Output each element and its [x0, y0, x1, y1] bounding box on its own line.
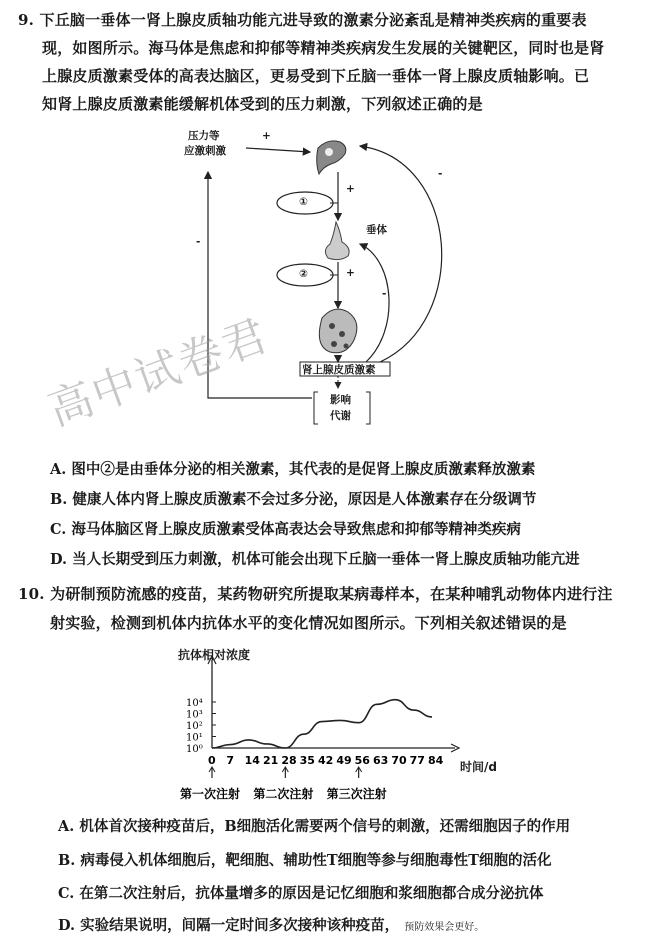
- diagram-hormone-label: 肾上腺皮质激素: [302, 364, 376, 376]
- option-text: 病毒侵入机体细胞后，靶细胞、辅助性T细胞等参与细胞毒性T细胞的活化: [80, 852, 552, 869]
- q9-stem-text-1: 下丘脑一垂体一肾上腺皮质轴功能亢进导致的激素分泌紊乱是精神类疾病的重要表: [39, 11, 587, 29]
- chart-x-tick-label: 0: [208, 754, 216, 767]
- option-label: B.: [58, 852, 76, 869]
- chart-xlabel: 时间/d: [460, 760, 497, 774]
- diagram-stimulus-label-2: 应激刺激: [184, 145, 226, 157]
- q10-option-c[interactable]: [58, 884, 543, 904]
- diagram-plus-stimulus: +: [262, 130, 271, 142]
- diagram-pituitary-label: 垂体: [366, 224, 387, 236]
- chart-x-tick-label: 70: [391, 754, 407, 767]
- q10-option-a[interactable]: [58, 817, 570, 837]
- injection-label: 第一次注射: [180, 787, 241, 801]
- option-label: A.: [58, 818, 75, 835]
- chart-x-tick-label: 14: [244, 754, 260, 767]
- watermark: 高中试卷君: [41, 309, 276, 437]
- diagram-plus-1: +: [346, 183, 355, 195]
- diagram-minus-right-inner: -: [382, 288, 387, 300]
- chart-x-tick-label: 42: [318, 754, 334, 767]
- option-label: B.: [50, 491, 68, 508]
- option-label: D.: [50, 551, 68, 568]
- chart-y-tick-label: 10²: [186, 721, 203, 732]
- chart-x-tick-label: 35: [299, 754, 315, 767]
- chart-ylabel: 抗体相对浓度: [178, 648, 251, 662]
- chart-x-tick-label: 77: [409, 754, 425, 767]
- chart-x-tick-label: 7: [226, 754, 234, 767]
- option-text-tail: 预防效果会更好。: [404, 922, 485, 933]
- option-label: C.: [58, 885, 75, 902]
- diagram-stimulus-label-1: 压力等: [188, 130, 220, 142]
- diagram-minus-left: -: [196, 236, 201, 248]
- q10-stem-text-1: 为研制预防流感的疫苗，某药物研究所提取某病毒样本，在某种哺乳动物体内进行注: [50, 585, 613, 603]
- chart-x-tick-label: 21: [263, 754, 279, 767]
- q9-number: 9.: [18, 11, 35, 29]
- option-label: D.: [58, 917, 76, 934]
- q9-stem-line-4: 知肾上腺皮质激素能缓解机体受到的压力刺激，下列叙述正确的是: [42, 95, 483, 113]
- option-text: 海马体脑区肾上腺皮质激素受体高表达会导致焦虑和抑郁等精神类疾病: [71, 521, 521, 538]
- injection-label: 第二次注射: [253, 787, 314, 801]
- option-label: C.: [50, 521, 67, 538]
- option-label: A.: [50, 461, 67, 478]
- option-text: 图中②是由垂体分泌的相关激素，其代表的是促肾上腺皮质激素释放激素: [71, 461, 536, 478]
- q9-stem-line-3: 上腺皮质激素受体的高表达脑区，更易受到下丘脑一垂体一肾上腺皮质轴影响。已: [42, 67, 590, 85]
- diagram-effect-label-2: 代谢: [330, 410, 351, 422]
- q10-option-b[interactable]: [58, 851, 551, 871]
- chart-y-tick-label: 10³: [186, 709, 203, 721]
- q10-stem-line-2: 射实验，检测到机体内抗体水平的变化情况如图所示。下列相关叙述错误的是: [50, 614, 567, 632]
- q10-number: 10.: [18, 585, 45, 603]
- option-text: 健康人体内肾上腺皮质激素不会过多分泌，原因是人体激素存在分级调节: [72, 491, 537, 508]
- chart-x-tick-label: 28: [281, 754, 297, 767]
- chart-x-tick-label: 49: [336, 754, 352, 767]
- chart-x-tick-label: 84: [428, 754, 444, 767]
- injection-label: 第三次注射: [326, 787, 387, 801]
- option-text: 机体首次接种疫苗后，B细胞活化需要两个信号的刺激，还需细胞因子的作用: [79, 818, 571, 835]
- chart-x-tick-label: 56: [354, 754, 370, 767]
- diagram-effect-label-1: 影响: [330, 394, 351, 406]
- option-text: 在第二次注射后，抗体量增多的原因是记忆细胞和浆细胞都合成分泌抗体: [79, 885, 544, 902]
- option-text: 实验结果说明，间隔一定时间多次接种该种疫苗，: [80, 917, 400, 934]
- chart-y-tick-label: 10¹: [186, 732, 203, 744]
- chart-x-tick-label: 63: [373, 754, 389, 767]
- chart-y-tick-label: 10⁰: [186, 744, 203, 755]
- diagram-circle-2: ②: [299, 268, 308, 280]
- diagram-minus-right-outer: -: [438, 168, 443, 180]
- q10-option-d[interactable]: [58, 916, 484, 938]
- diagram-plus-2: +: [346, 267, 355, 279]
- q9-stem-line-2: 现，如图所示。海马体是焦虑和抑郁等精神类疾病发生发展的关键靶区，同时也是肾: [42, 39, 605, 57]
- chart-y-tick-label: 10⁴: [186, 698, 203, 709]
- diagram-circle-1: ①: [299, 196, 308, 208]
- chart-series-line: [212, 700, 432, 748]
- option-text: 当人长期受到压力刺激，机体可能会出现下丘脑一垂体一肾上腺皮质轴功能亢进: [72, 551, 580, 568]
